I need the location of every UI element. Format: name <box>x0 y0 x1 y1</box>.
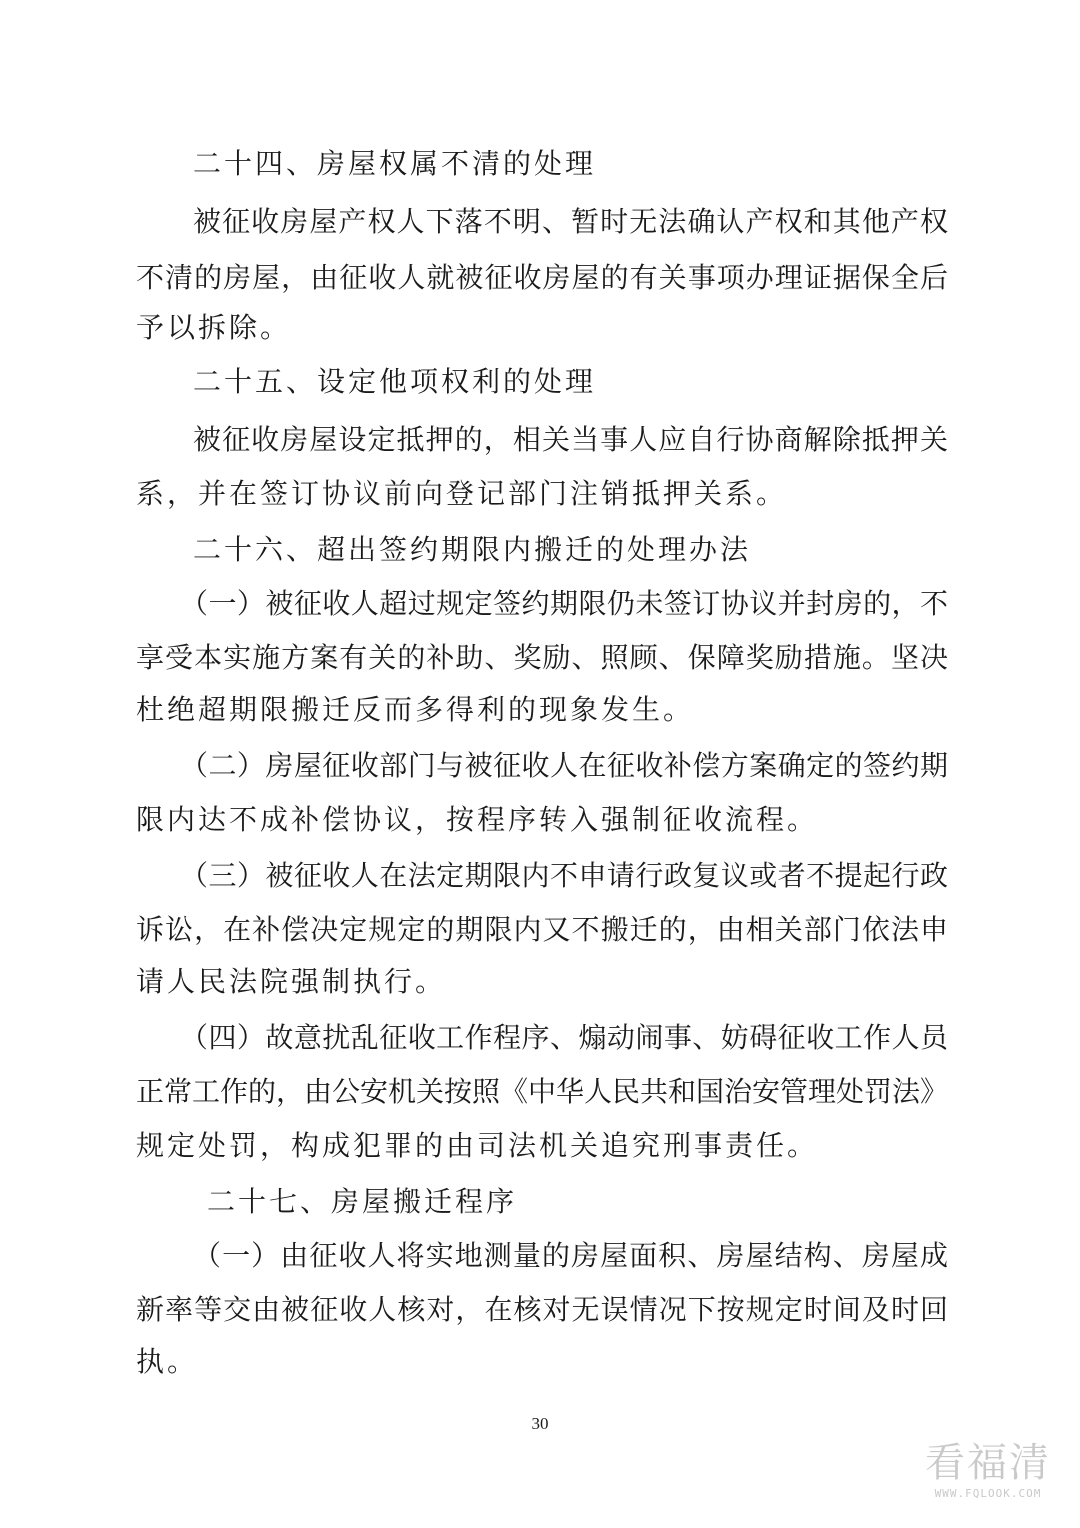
page-number: 30 <box>531 1414 549 1433</box>
paragraph-line: 不清的房屋，由征收人就被征收房屋的有关事项办理证据保全后 <box>136 261 948 294</box>
paragraph-line: 诉讼，在补偿决定规定的期限内又不搬迁的，由相关部门依法申 <box>136 913 948 946</box>
paragraph-line: （一）被征收人超过规定签约期限仍未签订协议并封房的，不 <box>180 587 948 620</box>
paragraph-line: 限内达不成补偿协议，按程序转入强制征收流程。 <box>136 803 819 836</box>
paragraph-line: （一）由征收人将实地测量的房屋面积、房屋结构、房屋成 <box>193 1239 948 1272</box>
section-heading-25: 二十五、设定他项权利的处理 <box>193 365 597 398</box>
paragraph-line: 被征收房屋设定抵押的，相关当事人应自行协商解除抵押关 <box>193 423 948 456</box>
site-watermark <box>918 1440 1058 1510</box>
paragraph-line: 规定处罚，构成犯罪的由司法机关追究刑事责任。 <box>136 1129 819 1162</box>
watermark-url: WWW.FQLOOK.COM <box>934 1487 1042 1500</box>
paragraph-line: 正常工作的，由公安机关按照《中华人民共和国治安管理处罚法》 <box>136 1075 949 1108</box>
paragraph-line: 予以拆除。 <box>136 311 292 344</box>
paragraph-line: 享受本实施方案有关的补助、奖励、照顾、保障奖励措施。坚决 <box>136 641 948 674</box>
section-heading-26: 二十六、超出签约期限内搬迁的处理办法 <box>193 533 752 566</box>
paragraph-line: 杜绝超期限搬迁反而多得利的现象发生。 <box>136 693 695 726</box>
paragraph-line: 新率等交由被征收人核对，在核对无误情况下按规定时间及时回 <box>136 1293 948 1326</box>
paragraph-line: 被征收房屋产权人下落不明、暂时无法确认产权和其他产权 <box>193 205 948 238</box>
section-heading-27: 二十七、房屋搬迁程序 <box>207 1185 518 1218</box>
paragraph-line: 执。 <box>136 1345 199 1378</box>
paragraph-line: 请人民法院强制执行。 <box>136 965 447 998</box>
paragraph-line: （四）故意扰乱征收工作程序、煽动闹事、妨碍征收工作人员 <box>180 1021 948 1054</box>
paragraph-line: （二）房屋征收部门与被征收人在征收补偿方案确定的签约期 <box>180 749 948 782</box>
section-heading-24: 二十四、房屋权属不清的处理 <box>193 147 597 180</box>
watermark-logo-text: 看福清 <box>925 1440 1051 1486</box>
paragraph-line: 系，并在签订协议前向登记部门注销抵押关系。 <box>136 477 788 510</box>
paragraph-line: （三）被征收人在法定期限内不申请行政复议或者不提起行政 <box>180 859 948 892</box>
